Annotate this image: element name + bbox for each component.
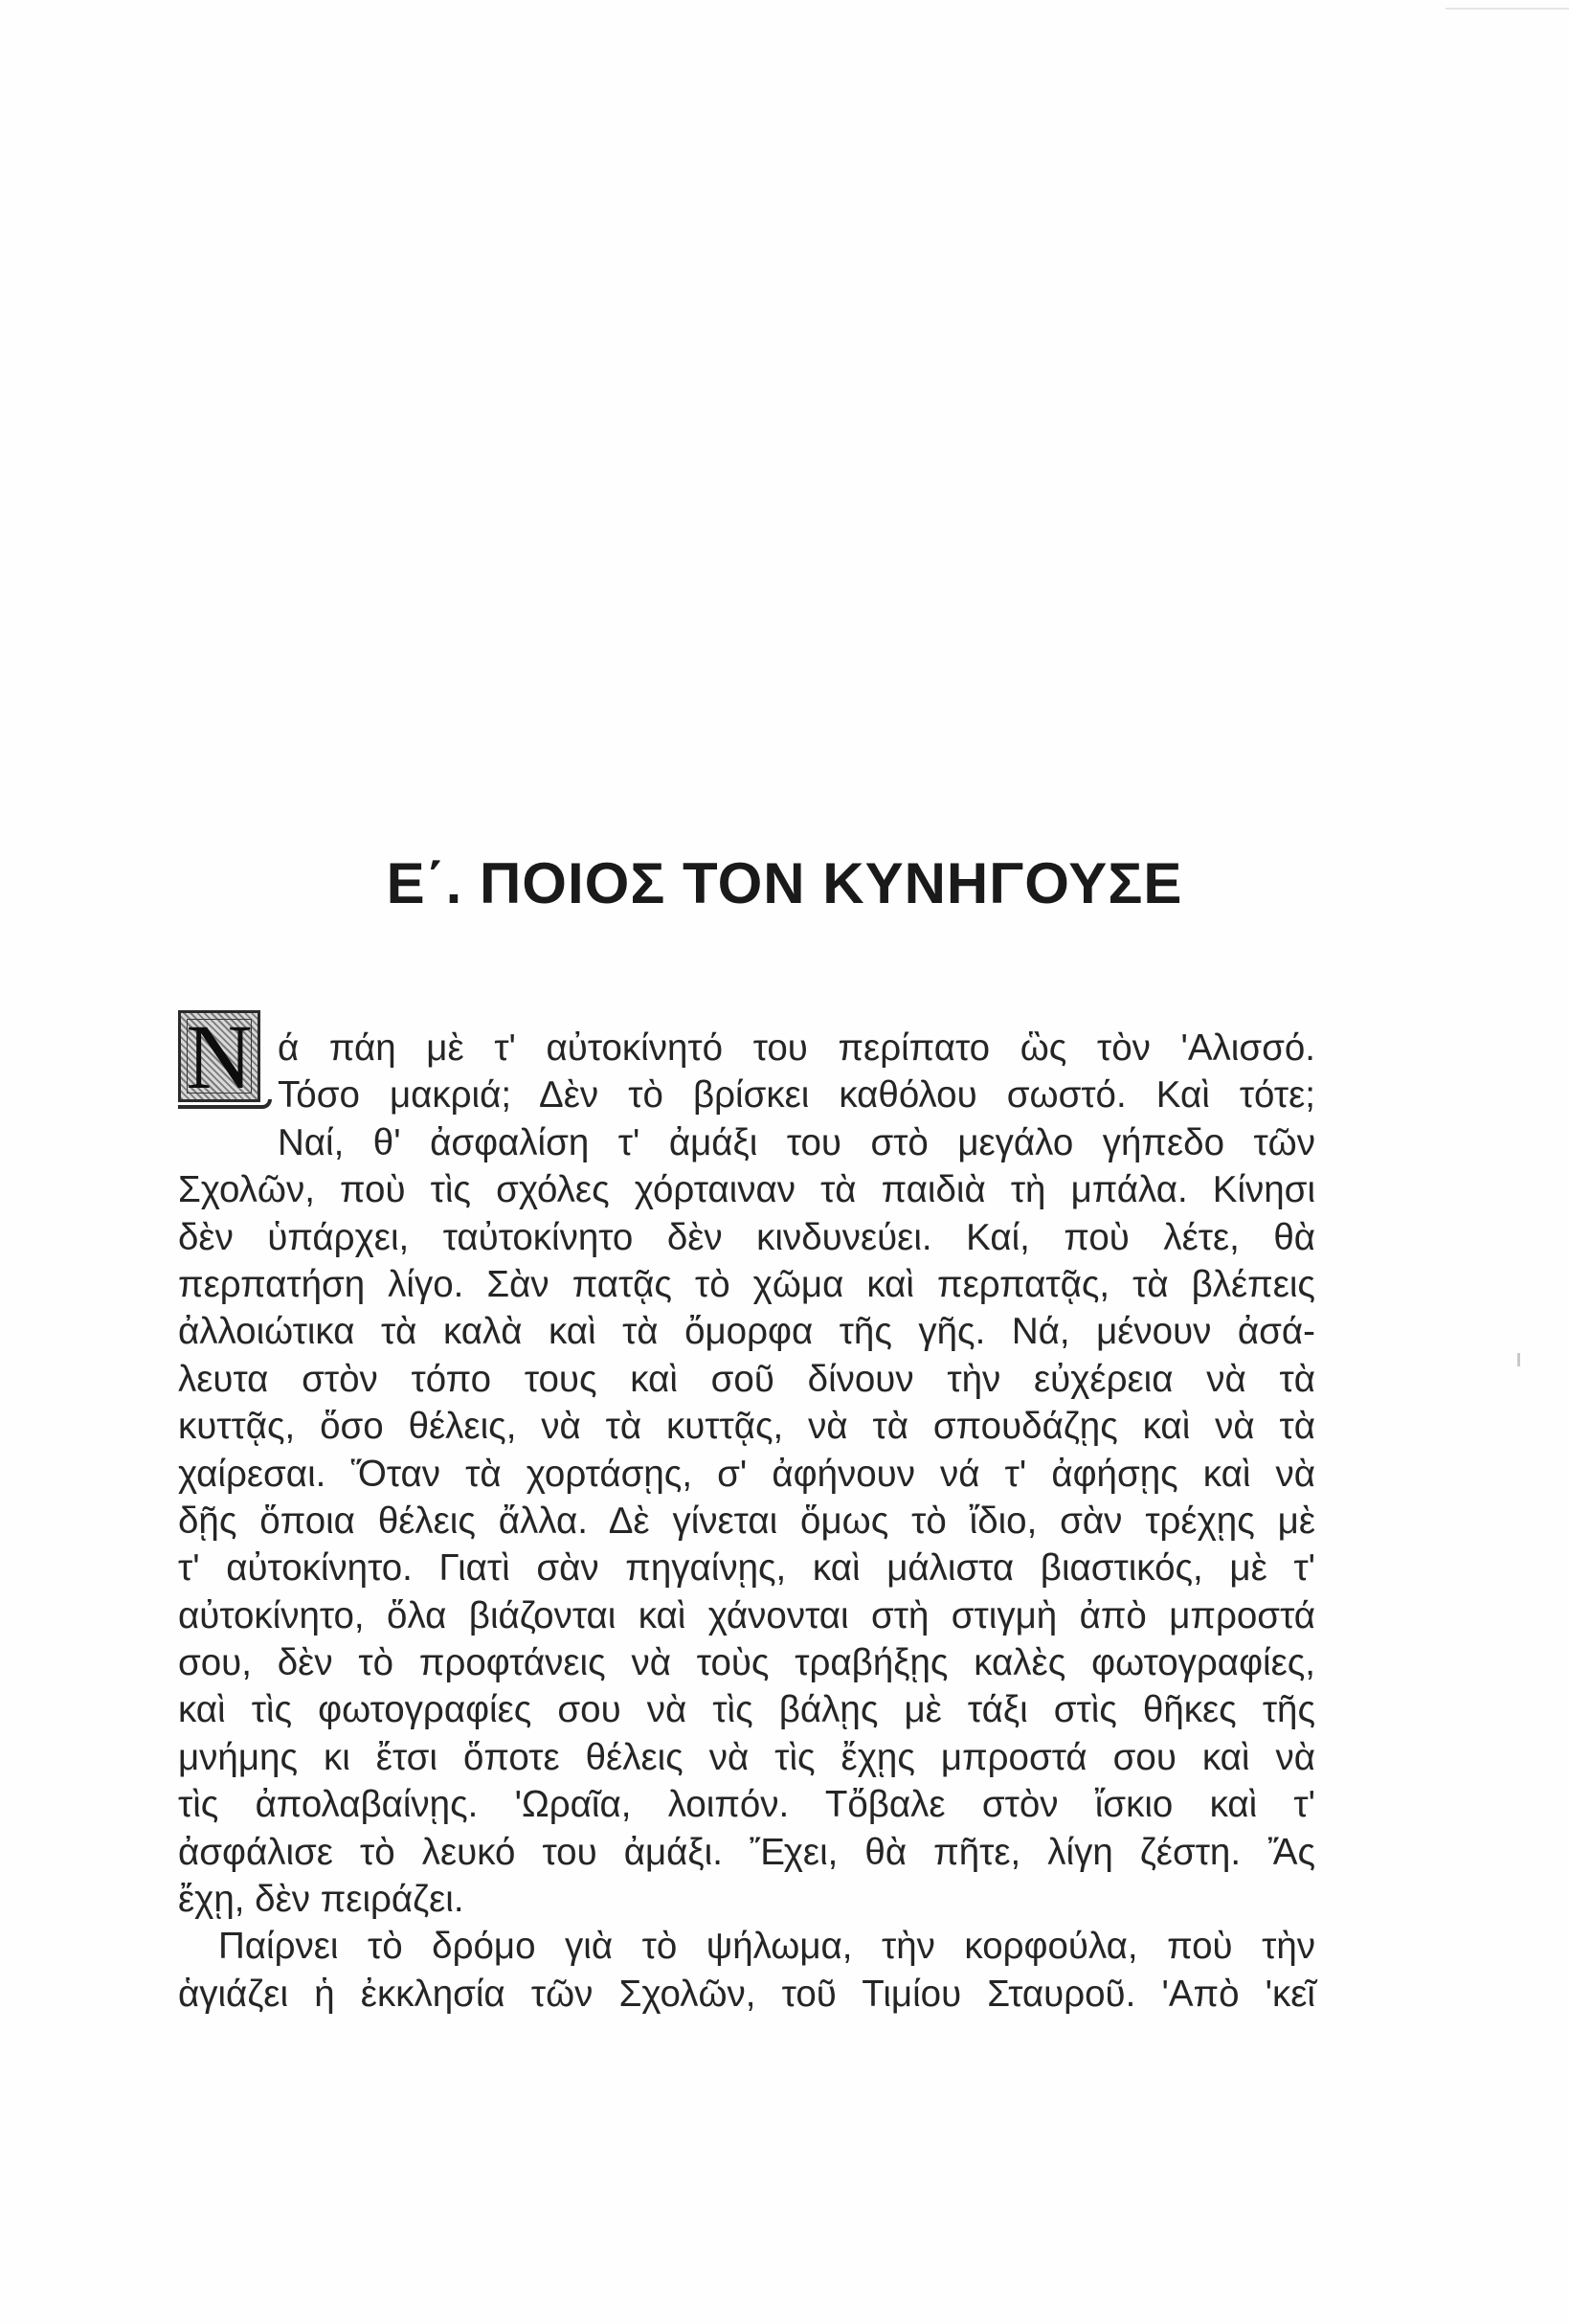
- text-line: ἀλλοιώτικα τὰ καλὰ καὶ τὰ ὄμορφα τῆς γῆς. Νά, μένουν ἀσά-: [178, 1311, 1315, 1353]
- text-line: λευτα στὸν τόπο τους καὶ σοῦ δίνουν τὴν εὐχέρεια νὰ τὰ: [178, 1358, 1315, 1400]
- text-line: χαίρεσαι. Ὅταν τὰ χορτάσῃς, σ' ἀφήνουν νά τ' ἀφήσῃς καὶ νὰ: [178, 1453, 1315, 1495]
- text-line: τὶς ἀπολαβαίνῃς. 'Ωραῖα, λοιπόν. Τὄβαλε στὸν ἴσκιο καὶ τ': [178, 1784, 1315, 1826]
- text-line: περπατήση λίγο. Σὰν πατᾷς τὸ χῶμα καὶ περπατᾷς, τὰ βλέπεις: [178, 1263, 1315, 1305]
- text-line: ά πάη μὲ τ' αὐτοκίνητό του περίπατο ὣς τὸν 'Αλισσό.: [278, 1027, 1315, 1069]
- text-line: μνήμης κι ἔτσι ὅποτε θέλεις νὰ τὶς ἔχῃς μπροστά σου καὶ νὰ: [178, 1736, 1315, 1778]
- text-line: αὐτοκίνητο, ὅλα βιάζονται καὶ χάνονται στὴ στιγμὴ ἀπὸ μπροστά: [178, 1594, 1315, 1636]
- text-line: Ναί, θ' ἀσφαλίση τ' ἀμάξι του στὸ μεγάλο γήπεδο τῶν: [278, 1121, 1315, 1163]
- chapter-title: Ε΄. ΠΟΙΟΣ ΤΟΝ ΚΥΝΗΓΟΥΣΕ: [386, 851, 1183, 915]
- scan-speck: [1517, 1353, 1520, 1366]
- text-line: τ' αὐτοκίνητο. Γιατὶ σὰν πηγαίνῃς, καὶ μάλιστα βιαστικός, μὲ τ': [178, 1547, 1315, 1590]
- text-line: ἔχῃ, δὲν πειράζει.: [178, 1879, 464, 1921]
- body-text: [178, 1025, 1315, 2018]
- text-line: καὶ τὶς φωτογραφίες σου νὰ τὶς βάλῃς μὲ τάξι στὶς θῆκες τῆς: [178, 1689, 1315, 1731]
- text-line: Σχολῶν, ποὺ τὶς σχόλες χόρταιναν τὰ παιδιὰ τὴ μπάλα. Κίνησι: [178, 1169, 1315, 1211]
- scan-edge-line: [1446, 8, 1569, 10]
- text-line: δῇς ὅποια θέλεις ἄλλα. Δὲ γίνεται ὅμως τὸ ἴδιο, σὰν τρέχῃς μὲ: [178, 1500, 1315, 1542]
- text-line: ἁγιάζει ἡ ἐκκλησία τῶν Σχολῶν, τοῦ Τιμίου Σταυροῦ. 'Απὸ 'κεῖ: [178, 1973, 1315, 2015]
- text-line: ἀσφάλισε τὸ λευκό του ἀμάξι. Ἔχει, θὰ πῆτε, λίγη ζέστη. Ἄς: [178, 1831, 1315, 1873]
- text-line: Τόσο μακριά; Δὲν τὸ βρίσκει καθόλου σωστό. Καὶ τότε;: [278, 1074, 1315, 1117]
- text-line: σου, δὲν τὸ προφτάνεις νὰ τοὺς τραβήξῃς καλὲς φωτογραφίες,: [178, 1642, 1315, 1684]
- text-line: Παίρνει τὸ δρόμο γιὰ τὸ ψήλωμα, τὴν κορφούλα, ποὺ τὴν: [218, 1926, 1315, 1968]
- text-line: κυττᾷς, ὅσο θέλεις, νὰ τὰ κυττᾷς, νὰ τὰ σπουδάζῃς καὶ νὰ τὰ: [178, 1406, 1315, 1448]
- drop-cap-letter: N: [186, 1010, 253, 1102]
- text-line: δὲν ὑπάρχει, ταὐτοκίνητο δὲν κινδυνεύει. Καί, ποὺ λέτε, θὰ: [178, 1216, 1315, 1258]
